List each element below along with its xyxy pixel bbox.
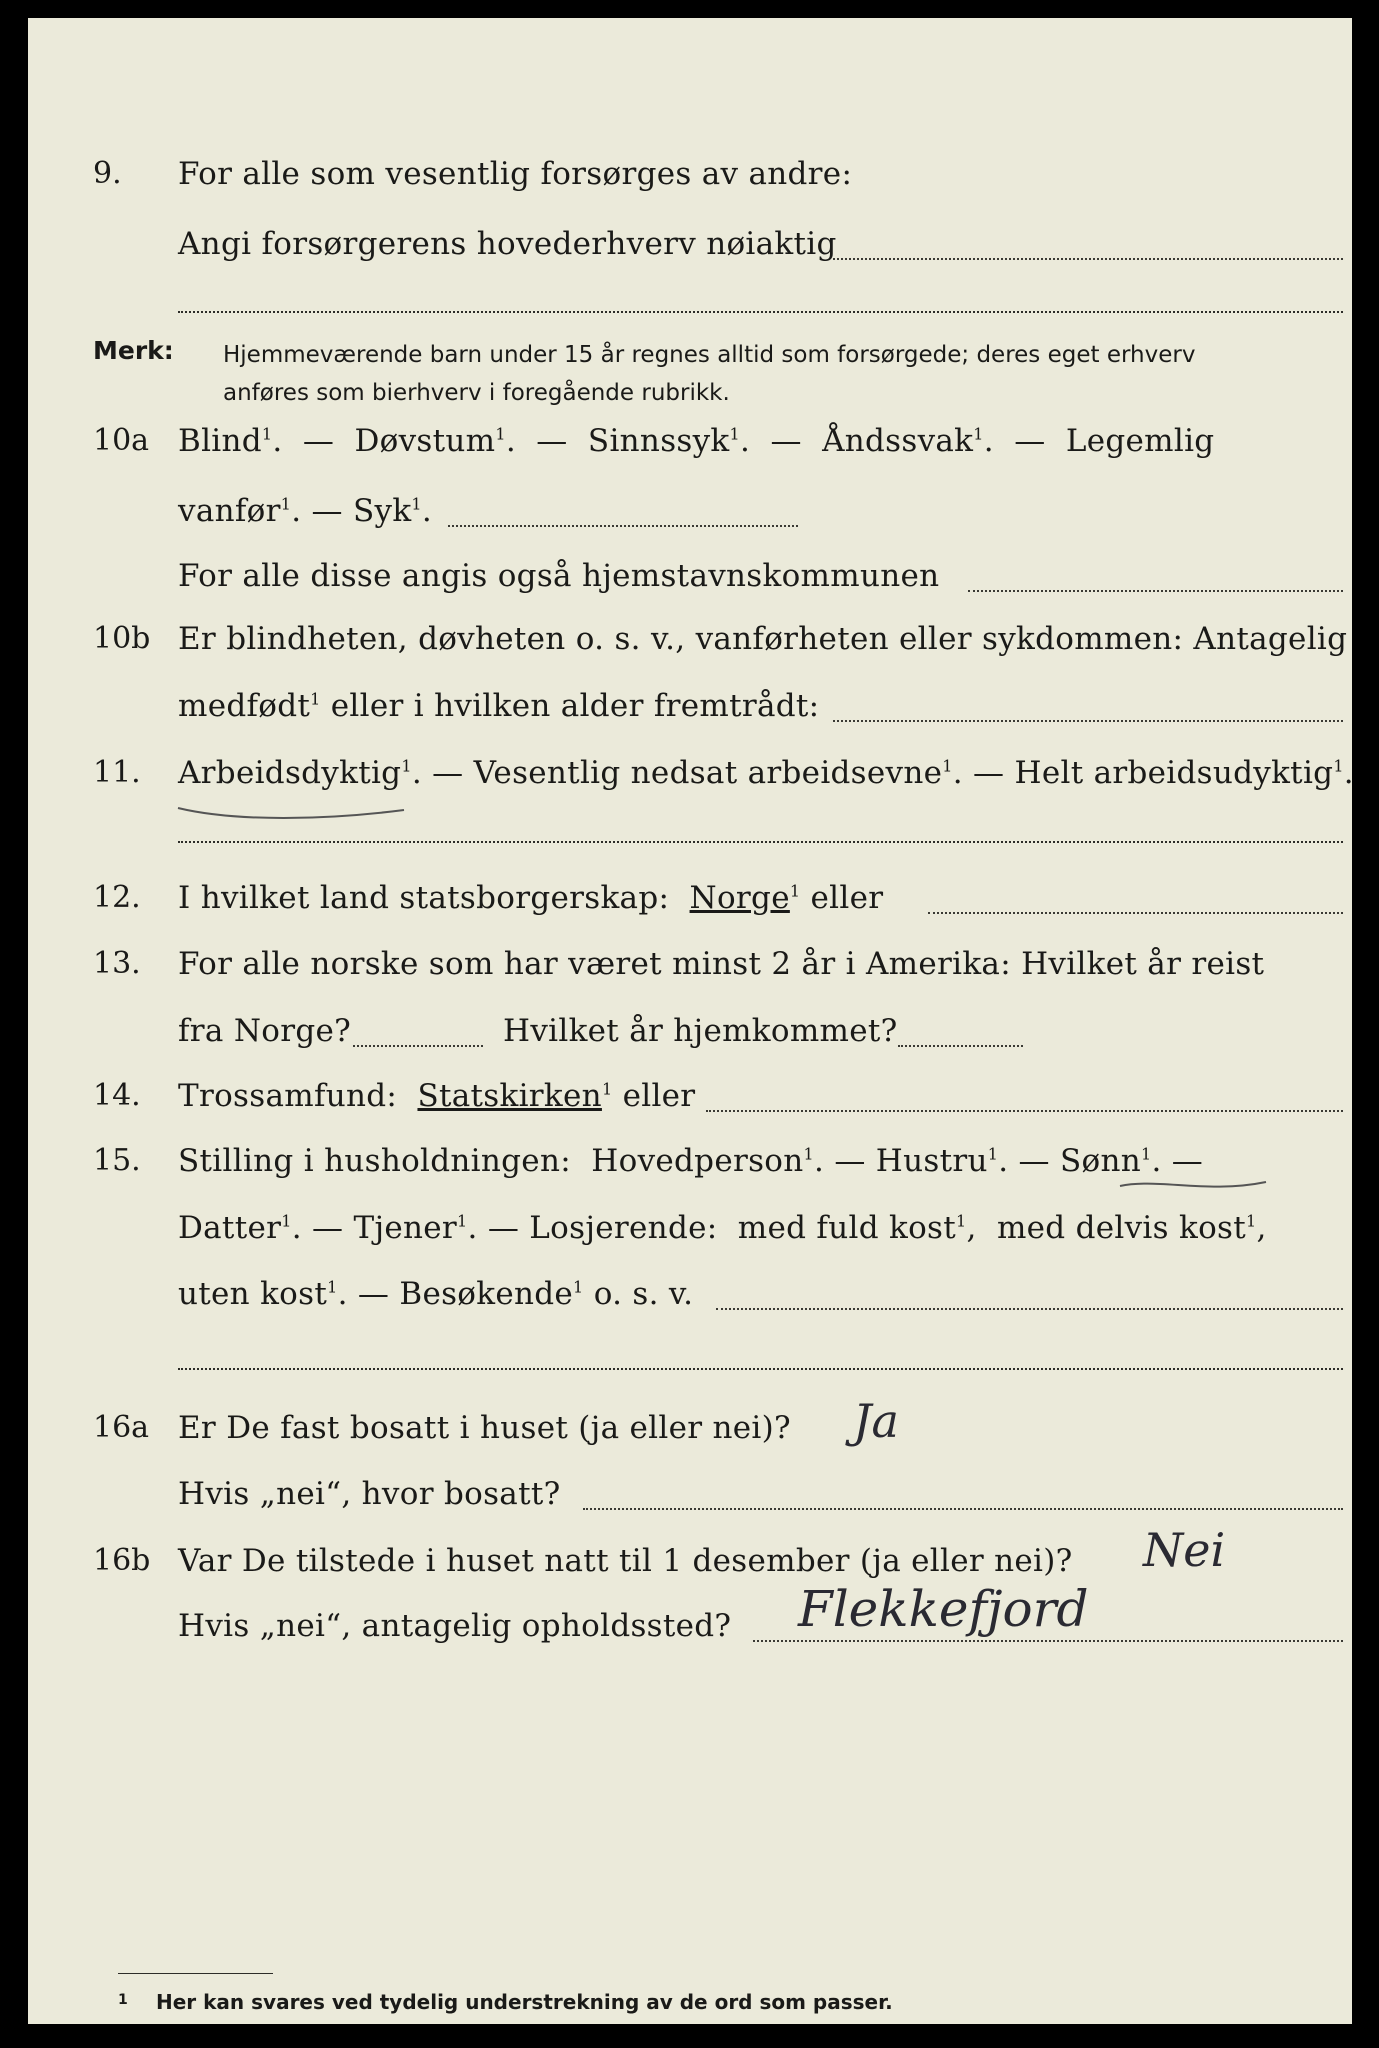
footnote-mark: 1 bbox=[118, 1992, 128, 2008]
answer-field[interactable] bbox=[178, 1368, 1343, 1370]
question-number: 9. bbox=[93, 156, 122, 191]
handwritten-underline bbox=[176, 798, 406, 824]
footnote-mark: 1 bbox=[803, 1144, 815, 1164]
question-number: 16b bbox=[93, 1543, 151, 1578]
option-besokende: Besøkende bbox=[399, 1276, 574, 1312]
handwritten-answer-ja: Ja bbox=[853, 1394, 899, 1448]
answer-field[interactable] bbox=[178, 311, 1343, 313]
option-sinnssyk: Sinnssyk bbox=[587, 423, 730, 459]
question-text: Datter$^1$. — Tjener$^1$. — Losjerende: med fuld kost$^1$, med delvis kost$^1$, bbox=[178, 1210, 1267, 1246]
answer-field[interactable] bbox=[706, 1110, 1343, 1112]
footnote-mark: 1 bbox=[401, 756, 412, 776]
question-text bbox=[178, 688, 819, 724]
question-text: fra Norge? bbox=[178, 1013, 352, 1049]
question-text: Hvis „nei“, antagelig opholdssted? bbox=[178, 1608, 732, 1644]
question-text: Var De tilstede i huset natt til 1 desember (ja eller nei)? bbox=[178, 1543, 1073, 1579]
footnote-mark: 1 bbox=[1246, 1211, 1257, 1231]
footnote-mark: 1 bbox=[789, 881, 801, 901]
text-part: Losjerende: bbox=[529, 1210, 718, 1246]
option-hustru: Hustru bbox=[875, 1143, 988, 1179]
question-text: Stilling i husholdningen: Hovedperson$^1$. — Hustru$^1$. — Sønn$^1$. — bbox=[178, 1143, 1204, 1179]
question-text: Blind$^1$. — Døvstum$^1$. — Sinnssyk$^1$. — Åndssvak$^1$. — Legemlig bbox=[178, 423, 1215, 459]
question-number: 12. bbox=[93, 880, 141, 915]
answer-field[interactable] bbox=[178, 841, 1343, 843]
answer-field[interactable] bbox=[353, 1045, 483, 1047]
answer-field[interactable] bbox=[448, 525, 798, 527]
question-text: uten kost$^1$. — Besøkende$^1$ o. s. v. bbox=[178, 1276, 694, 1312]
footnote-mark: 1 bbox=[601, 1079, 613, 1099]
footnote-mark: 1 bbox=[310, 689, 321, 709]
footnote-text: Her kan svares ved tydelig understrekning av de ord som passer. bbox=[156, 1990, 893, 2014]
question-text: Arbeidsdyktig$^1$. — Vesentlig nedsat arbeidsevne$^1$. — Helt arbeidsudyktig$^1$. bbox=[178, 755, 1354, 791]
option-fuld-kost: med fuld kost bbox=[737, 1210, 957, 1246]
option-datter: Datter bbox=[178, 1210, 282, 1246]
option-syk: Syk bbox=[352, 493, 412, 529]
census-form-page bbox=[28, 18, 1352, 2024]
answer-field[interactable] bbox=[753, 1640, 1343, 1642]
handwritten-underline bbox=[1118, 1176, 1268, 1198]
footnote-mark: 1 bbox=[281, 1211, 292, 1231]
text-part: o. s. v. bbox=[593, 1276, 694, 1312]
option-andssvak: Åndssvak bbox=[822, 423, 974, 459]
option-delvis-kost: med delvis kost bbox=[996, 1210, 1247, 1246]
answer-field[interactable] bbox=[583, 1508, 1343, 1510]
option-statskirken: Statskirken bbox=[417, 1078, 602, 1114]
text-part: Stilling i husholdningen: bbox=[178, 1143, 571, 1179]
question-text: For alle disse angis også hjemstavnskommunen bbox=[178, 558, 940, 594]
handwritten-answer-nei: Nei bbox=[1143, 1523, 1226, 1577]
option-dovstum: Døvstum bbox=[354, 423, 496, 459]
footnote-mark: 1 bbox=[327, 1277, 338, 1297]
footnote-mark: 1 bbox=[495, 424, 506, 444]
answer-field[interactable] bbox=[833, 720, 1343, 722]
text-part: medfødt bbox=[178, 688, 311, 724]
question-number: 11. bbox=[93, 755, 141, 790]
footnote-mark: 1 bbox=[987, 1144, 999, 1164]
footnote-mark: 1 bbox=[956, 1211, 967, 1231]
footnote-mark: 1 bbox=[1333, 756, 1344, 776]
option-vesentlig-nedsat: Vesentlig nedsat arbeidsevne bbox=[473, 755, 943, 791]
footnote-mark: 1 bbox=[729, 424, 740, 444]
question-number: 13. bbox=[93, 946, 141, 981]
answer-field[interactable] bbox=[833, 258, 1343, 260]
question-number: 10a bbox=[93, 423, 150, 458]
merk-line-2: anføres som bierhverv i foregående rubrikk. bbox=[223, 380, 730, 406]
option-helt-arbeidsudyktig: Helt arbeidsudyktig bbox=[1014, 755, 1334, 791]
option-blind: Blind bbox=[178, 423, 262, 459]
merk-line-1: Hjemmeværende barn under 15 år regnes alltid som forsørgede; deres eget erhverv bbox=[223, 342, 1196, 368]
question-text: For alle norske som har været minst 2 år i Amerika: Hvilket år reist bbox=[178, 946, 1265, 982]
question-text bbox=[178, 880, 883, 916]
text-part: I hvilket land statsborgerskap: bbox=[178, 880, 670, 916]
answer-field[interactable] bbox=[928, 912, 1343, 914]
question-number: 15. bbox=[93, 1143, 141, 1178]
handwritten-answer-place: Flekkefjord bbox=[798, 1580, 1089, 1638]
question-text: Angi forsørgerens hovederhverv nøiaktig bbox=[178, 226, 837, 262]
option-norge: Norge bbox=[689, 880, 790, 916]
text-part: eller bbox=[622, 1078, 696, 1114]
question-text: Hvis „nei“, hvor bosatt? bbox=[178, 1476, 561, 1512]
footnote-separator bbox=[118, 1973, 273, 1974]
text-part: eller bbox=[810, 880, 884, 916]
footnote-mark: 1 bbox=[411, 494, 422, 514]
answer-field[interactable] bbox=[716, 1308, 1343, 1310]
merk-label: Merk: bbox=[93, 336, 174, 365]
question-number: 14. bbox=[93, 1078, 141, 1113]
option-arbeidsdyktig: Arbeidsdyktig bbox=[178, 755, 402, 791]
footnote-mark: 1 bbox=[942, 756, 953, 776]
question-text: vanfør$^1$. — Syk$^1$. bbox=[178, 493, 433, 529]
footnote-mark: 1 bbox=[457, 1211, 468, 1231]
answer-field[interactable] bbox=[968, 590, 1343, 592]
option-legemlig: Legemlig bbox=[1065, 423, 1215, 459]
question-text: Er De fast bosatt i huset (ja eller nei)? bbox=[178, 1410, 791, 1446]
option-tjener: Tjener bbox=[353, 1210, 458, 1246]
footnote-mark: 1 bbox=[261, 424, 273, 444]
footnote-mark: 1 bbox=[280, 494, 292, 514]
question-text: For alle som vesentlig forsørges av andre: bbox=[178, 156, 853, 192]
option-vanfor: vanfør bbox=[178, 493, 281, 529]
option-sonn: Sønn bbox=[1059, 1143, 1142, 1179]
answer-field[interactable] bbox=[898, 1045, 1023, 1047]
question-number: 10b bbox=[93, 621, 151, 656]
footnote-mark: 1 bbox=[573, 1277, 584, 1297]
question-number: 16a bbox=[93, 1410, 150, 1445]
question-text bbox=[178, 1078, 695, 1114]
question-text: Er blindheten, døvheten o. s. v., vanførheten eller sykdommen: Antagelig bbox=[178, 621, 1348, 657]
question-text: Hvilket år hjemkommet? bbox=[503, 1013, 898, 1049]
text-part: Trossamfund: bbox=[178, 1078, 398, 1114]
option-hovedperson: Hovedperson bbox=[591, 1143, 804, 1179]
text-part: eller i hvilken alder fremtrådt: bbox=[330, 688, 820, 724]
option-uten-kost: uten kost bbox=[178, 1276, 328, 1312]
footnote-mark: 1 bbox=[1141, 1144, 1152, 1164]
footnote-mark: 1 bbox=[973, 424, 984, 444]
